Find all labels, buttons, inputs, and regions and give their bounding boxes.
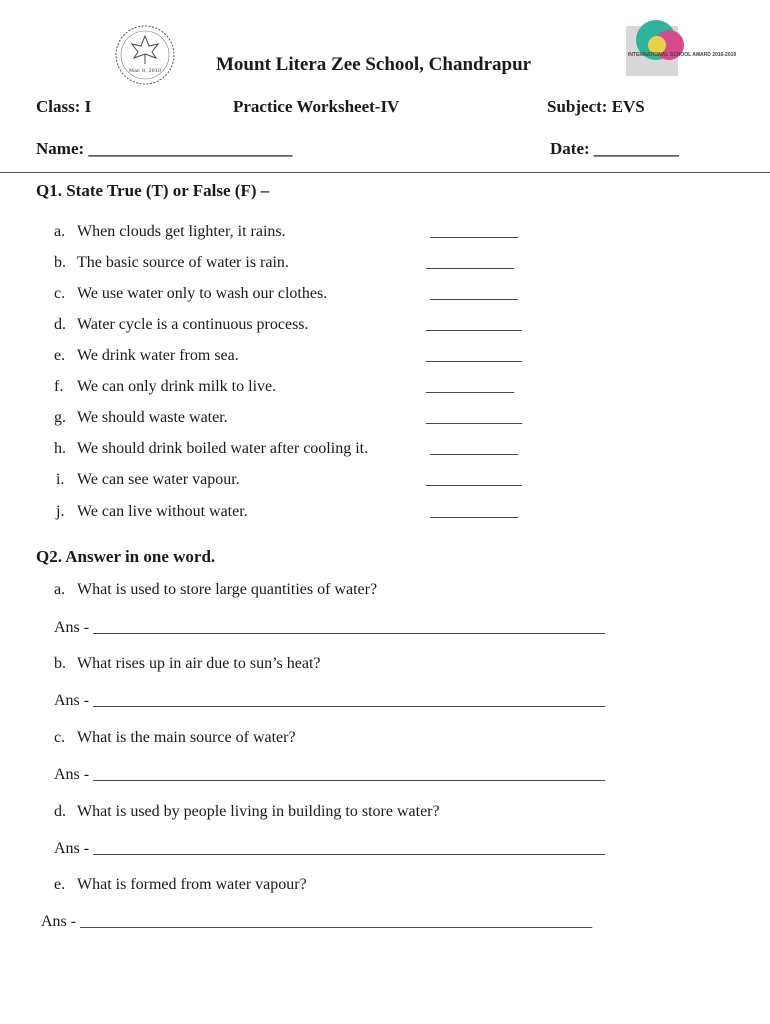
badge-text: INTERNATIONAL SCHOOL AWARD 2016-2019 bbox=[628, 52, 737, 58]
q1-item-letter: g. bbox=[54, 409, 66, 426]
q2-item-letter: c. bbox=[54, 729, 66, 746]
q1-item-text: We should waste water. bbox=[77, 409, 228, 426]
q1-item-text: We use water only to wash our clothes. bbox=[77, 285, 328, 302]
q1-item-text: The basic source of water is rain. bbox=[77, 254, 289, 271]
q1-answer-blank[interactable]: ___________ bbox=[430, 285, 518, 302]
q1-item-text: We can only drink milk to live. bbox=[77, 378, 277, 395]
worksheet-title: Practice Worksheet-IV bbox=[233, 97, 400, 116]
q1-answer-blank[interactable]: ___________ bbox=[426, 378, 514, 395]
q1-item-letter: d. bbox=[54, 316, 66, 333]
header-divider bbox=[0, 172, 770, 173]
q1-answer-blank[interactable]: ____________ bbox=[426, 409, 522, 426]
q1-item-letter: b. bbox=[54, 254, 66, 271]
q1-item-text: We can live without water. bbox=[77, 503, 248, 520]
q1-item-letter: e. bbox=[54, 347, 66, 364]
q1-item-letter: h. bbox=[54, 440, 66, 457]
q2-answer-line[interactable]: Ans - ________________________________________________________________ bbox=[41, 913, 593, 930]
q1-answer-blank[interactable]: ____________ bbox=[426, 316, 522, 333]
q2-question-text: What is formed from water vapour? bbox=[77, 876, 307, 893]
q2-question-text: What rises up in air due to sun’s heat? bbox=[77, 655, 321, 672]
q2-title: Q2. Answer in one word. bbox=[36, 547, 216, 566]
school-name: Mount Litera Zee School, Chandrapur bbox=[216, 54, 532, 75]
subject-label: Subject: EVS bbox=[547, 97, 645, 116]
q1-item-letter: i. bbox=[56, 471, 65, 488]
school-seal-logo bbox=[112, 24, 178, 86]
q2-item-letter: a. bbox=[54, 581, 66, 598]
q1-item-letter: c. bbox=[54, 285, 66, 302]
q2-question-text: What is used to store large quantities of water? bbox=[77, 581, 378, 598]
q2-answer-line[interactable]: Ans - ________________________________________________________________ bbox=[54, 619, 606, 636]
q2-answer-line[interactable]: Ans - ________________________________________________________________ bbox=[54, 766, 606, 783]
q1-item-letter: j. bbox=[56, 503, 65, 520]
q1-answer-blank[interactable]: ____________ bbox=[426, 347, 522, 364]
q2-question-text: What is used by people living in building to store water? bbox=[77, 803, 440, 820]
q2-item-letter: b. bbox=[54, 655, 66, 672]
seal-date-text: Mar. 8, 2010 bbox=[128, 68, 162, 74]
q1-answer-blank[interactable]: ___________ bbox=[430, 223, 518, 240]
q1-answer-blank[interactable]: ___________ bbox=[426, 254, 514, 271]
q1-title: Q1. State True (T) or False (F) – bbox=[36, 181, 270, 200]
q2-item-letter: e. bbox=[54, 876, 66, 893]
q2-question-text: What is the main source of water? bbox=[77, 729, 296, 746]
q1-item-text: We should drink boiled water after cooling it. bbox=[77, 440, 369, 457]
q1-item-text: Water cycle is a continuous process. bbox=[77, 316, 309, 333]
q1-item-text: We can see water vapour. bbox=[77, 471, 240, 488]
q1-answer-blank[interactable]: ___________ bbox=[430, 440, 518, 457]
international-school-award-logo bbox=[626, 26, 737, 76]
q2-item-letter: d. bbox=[54, 803, 66, 820]
q1-item-letter: a. bbox=[54, 223, 66, 240]
q2-answer-line[interactable]: Ans - ________________________________________________________________ bbox=[54, 840, 606, 857]
date-field[interactable]: Date: __________ bbox=[550, 139, 679, 158]
q1-item-text: We drink water from sea. bbox=[77, 347, 239, 364]
name-field[interactable]: Name: ________________________ bbox=[36, 139, 293, 158]
q1-item-text: When clouds get lighter, it rains. bbox=[77, 223, 286, 240]
q1-answer-blank[interactable]: ____________ bbox=[426, 471, 522, 488]
q1-item-letter: f. bbox=[54, 378, 64, 395]
q1-answer-blank[interactable]: ___________ bbox=[430, 503, 518, 520]
class-label: Class: I bbox=[36, 97, 92, 116]
q2-answer-line[interactable]: Ans - ________________________________________________________________ bbox=[54, 692, 606, 709]
